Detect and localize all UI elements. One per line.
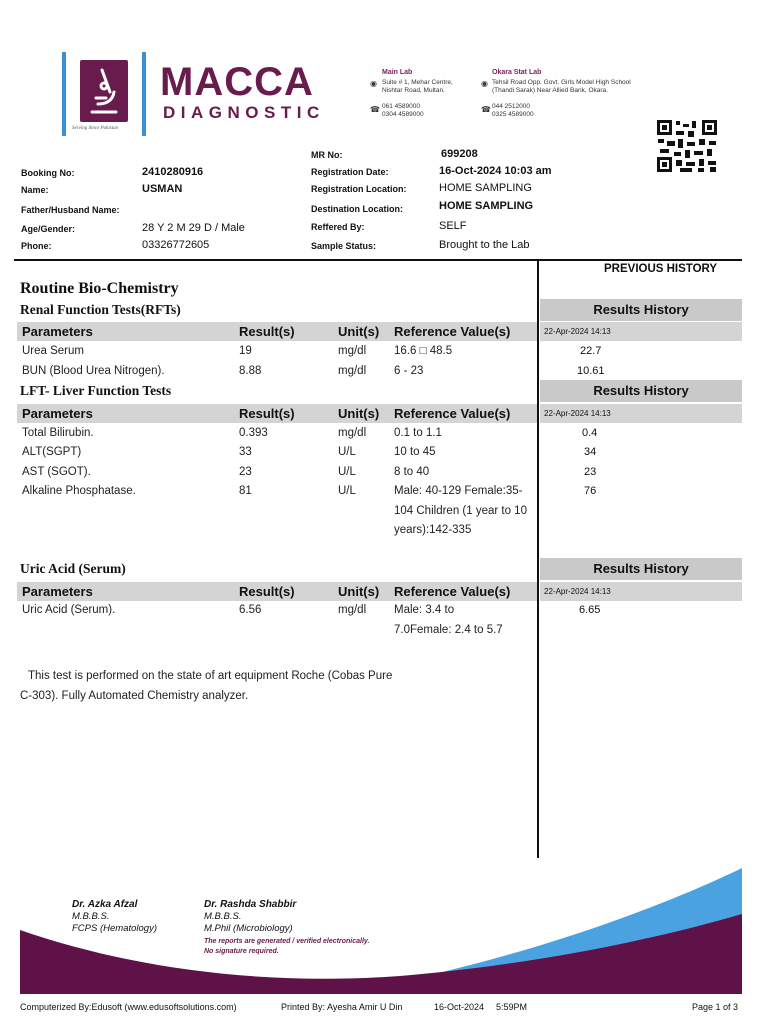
okara-lab-title: Okara Stat Lab <box>492 69 542 76</box>
father-name-label: Father/Husband Name: <box>21 205 120 215</box>
history-value: 34 <box>584 446 597 458</box>
okara-lab-address-line2: (Thandi Sarak) Near Allied Bank, Okara. <box>492 86 608 94</box>
table-row-result: 0.393 <box>239 427 268 439</box>
logo-bar-left <box>62 52 66 136</box>
table-row-result: 23 <box>239 466 252 478</box>
col-parameters: Parameters <box>22 584 93 599</box>
history-date-lft: 22-Apr-2024 14:13 <box>540 404 742 423</box>
doctor-2-name: Dr. Rashda Shabbir <box>204 899 297 910</box>
table-row-result: 6.56 <box>239 604 262 616</box>
section-title-rft: Renal Function Tests(RFTs) <box>20 302 181 317</box>
main-lab-address-line1: Suite # 1, Mehar Centre, <box>382 79 453 86</box>
table-row-unit: mg/dl <box>338 604 367 616</box>
col-reference: Reference Value(s) <box>394 584 511 599</box>
main-lab-phones <box>382 103 424 119</box>
col-reference: Reference Value(s) <box>394 324 511 339</box>
logo-bar-right <box>142 52 146 136</box>
table-row-result: 8.88 <box>239 365 262 377</box>
brand-name: MACCA <box>160 60 314 104</box>
main-lab-address-line2: Nishtar Road, Multan. <box>382 86 445 94</box>
main-lab-phone2: 0304 4589000 <box>382 110 424 118</box>
table-row-parameter: AST (SGOT). <box>22 466 91 478</box>
history-value: 6.65 <box>579 604 601 616</box>
table-row-reference: 6 - 23 <box>394 365 424 377</box>
brand-subtitle: DIAGNOSTIC <box>163 103 325 122</box>
booking-no-label: Booking No: <box>21 168 75 178</box>
table-row-reference: 8 to 40 <box>394 466 430 478</box>
table-row-reference: Male: 40-129 Female:35-104 Children (1 year to 10 years):142-335 <box>394 485 527 536</box>
history-value: 22.7 <box>580 345 602 357</box>
name-label: Name: <box>21 185 49 195</box>
location-pin-icon: ◉ <box>370 79 377 88</box>
table-header-uric-acid <box>17 582 537 601</box>
page-number: Page 1 of 3 <box>692 1002 739 1012</box>
table-row-reference: 10 to 45 <box>394 446 436 458</box>
okara-lab-address-line1: Tehsil Road Opp. Govt. Girls Model High School <box>492 79 631 86</box>
col-units: Unit(s) <box>338 584 380 599</box>
table-row-unit: mg/dl <box>338 345 367 357</box>
col-parameters: Parameters <box>22 406 93 421</box>
main-lab-title: Main Lab <box>382 69 413 76</box>
section-title-lft: LFT- Liver Function Tests <box>20 383 172 398</box>
okara-lab-address <box>492 79 631 95</box>
table-row-parameter: BUN (Blood Urea Nitrogen). <box>22 365 165 377</box>
doctor-2-specialty: M.Phil (Microbiology) <box>204 923 293 934</box>
doctor-1-specialty: FCPS (Hematology) <box>72 923 157 934</box>
table-row-result: 33 <box>239 446 252 458</box>
e-report-note-line2: No signature required. <box>204 948 279 955</box>
table-row-parameter: Total Bilirubin. <box>22 427 94 439</box>
brand-tagline: Serving Since Pakistan <box>72 126 119 131</box>
table-row-unit: mg/dl <box>338 427 367 439</box>
doctor-1-name: Dr. Azka Afzal <box>72 899 138 910</box>
okara-lab-phones <box>492 103 534 119</box>
col-units: Unit(s) <box>338 406 380 421</box>
table-row-parameter: Uric Acid (Serum). <box>22 604 116 616</box>
phone-value: 03326772605 <box>142 239 210 251</box>
col-results: Result(s) <box>239 324 295 339</box>
location-pin-icon: ◉ <box>481 79 488 88</box>
col-units: Unit(s) <box>338 324 380 339</box>
history-value: 76 <box>584 485 597 497</box>
table-row-parameter: Urea Serum <box>22 345 84 357</box>
referred-by-value: SELF <box>439 220 467 232</box>
main-lab-address <box>382 79 453 95</box>
table-row-unit: U/L <box>338 485 356 497</box>
results-history-header-uric-acid: Results History <box>540 558 742 580</box>
okara-lab-phone1: 044 2512000 <box>492 103 530 110</box>
table-row-result: 19 <box>239 345 252 357</box>
col-results: Result(s) <box>239 406 295 421</box>
history-column-divider <box>537 259 539 858</box>
registration-date-value: 16-Oct-2024 10:03 am <box>439 165 552 177</box>
destination-location-label: Destination Location: <box>311 204 403 214</box>
referred-by-label: Reffered By: <box>311 222 365 232</box>
okara-lab-phone2: 0325 4589000 <box>492 110 534 118</box>
table-row-unit: U/L <box>338 466 356 478</box>
booking-no-value: 2410280916 <box>142 166 204 178</box>
table-row-reference: 16.6 □ 48.5 <box>394 345 453 357</box>
equipment-note <box>20 666 392 706</box>
table-row-reference: Male: 3.4 to 7.0Female: 2.4 to 5.7 <box>394 604 503 636</box>
registration-location-value: HOME SAMPLING <box>439 182 532 194</box>
main-lab-phone1: 061 4589000 <box>382 103 420 110</box>
table-row-unit: U/L <box>338 446 356 458</box>
mr-no-label: MR No: <box>311 150 343 160</box>
table-row-reference: 0.1 to 1.1 <box>394 427 442 439</box>
phone-icon: ☎ <box>370 105 380 114</box>
history-value: 0.4 <box>582 427 598 439</box>
table-row-parameter: ALT(SGPT) <box>22 446 82 458</box>
print-time: 5:59PM <box>496 1002 528 1012</box>
computerized-by: Computerized By:Edusoft (www.edusoftsolutions.com) <box>20 1002 237 1012</box>
age-gender-value: 28 Y 2 M 29 D / Male <box>142 222 245 234</box>
department-title: Routine Bio-Chemistry <box>20 280 179 297</box>
registration-date-label: Registration Date: <box>311 167 389 177</box>
doctor-1-degree: M.B.B.S. <box>72 911 110 922</box>
section-title-uric-acid: Uric Acid (Serum) <box>20 561 126 576</box>
print-date: 16-Oct-2024 <box>434 1002 485 1012</box>
age-gender-label: Age/Gender: <box>21 224 76 234</box>
col-parameters: Parameters <box>22 324 93 339</box>
doctor-2-degree: M.B.B.S. <box>204 911 242 922</box>
sample-status-value: Brought to the Lab <box>439 239 530 251</box>
previous-history-title: PREVIOUS HISTORY <box>604 263 718 275</box>
registration-location-label: Registration Location: <box>311 184 407 194</box>
table-row-unit: mg/dl <box>338 365 367 377</box>
history-date-rft: 22-Apr-2024 14:13 <box>540 322 742 341</box>
phone-label: Phone: <box>21 241 52 251</box>
col-results: Result(s) <box>239 584 295 599</box>
phone-icon: ☎ <box>481 105 491 114</box>
header-divider <box>14 259 742 261</box>
history-date-uric-acid: 22-Apr-2024 14:13 <box>540 582 742 601</box>
mr-no-value: 699208 <box>441 148 478 160</box>
printed-by: Printed By: Ayesha Amir U Din <box>281 1002 403 1012</box>
table-row-parameter: Alkaline Phosphatase. <box>22 485 136 497</box>
history-value: 23 <box>584 466 597 478</box>
equipment-note-line2: C-303). Fully Automated Chemistry analyzer. <box>20 690 249 702</box>
table-header-rft <box>17 322 537 341</box>
col-reference: Reference Value(s) <box>394 406 511 421</box>
name-value: USMAN <box>142 183 183 195</box>
sample-status-label: Sample Status: <box>311 241 377 251</box>
table-row-result: 81 <box>239 485 252 497</box>
qr-code <box>656 119 718 173</box>
e-report-note-line1: The reports are generated / verified electronically. <box>204 938 370 945</box>
history-value: 10.61 <box>577 365 605 377</box>
results-history-header-lft: Results History <box>540 380 742 402</box>
microscope-logo-icon <box>80 60 128 122</box>
table-header-lft <box>17 404 537 423</box>
results-history-header-rft: Results History <box>540 299 742 321</box>
destination-location-value: HOME SAMPLING <box>439 200 534 212</box>
equipment-note-line1: This test is performed on the state of art equipment Roche (Cobas Pure <box>28 670 393 682</box>
